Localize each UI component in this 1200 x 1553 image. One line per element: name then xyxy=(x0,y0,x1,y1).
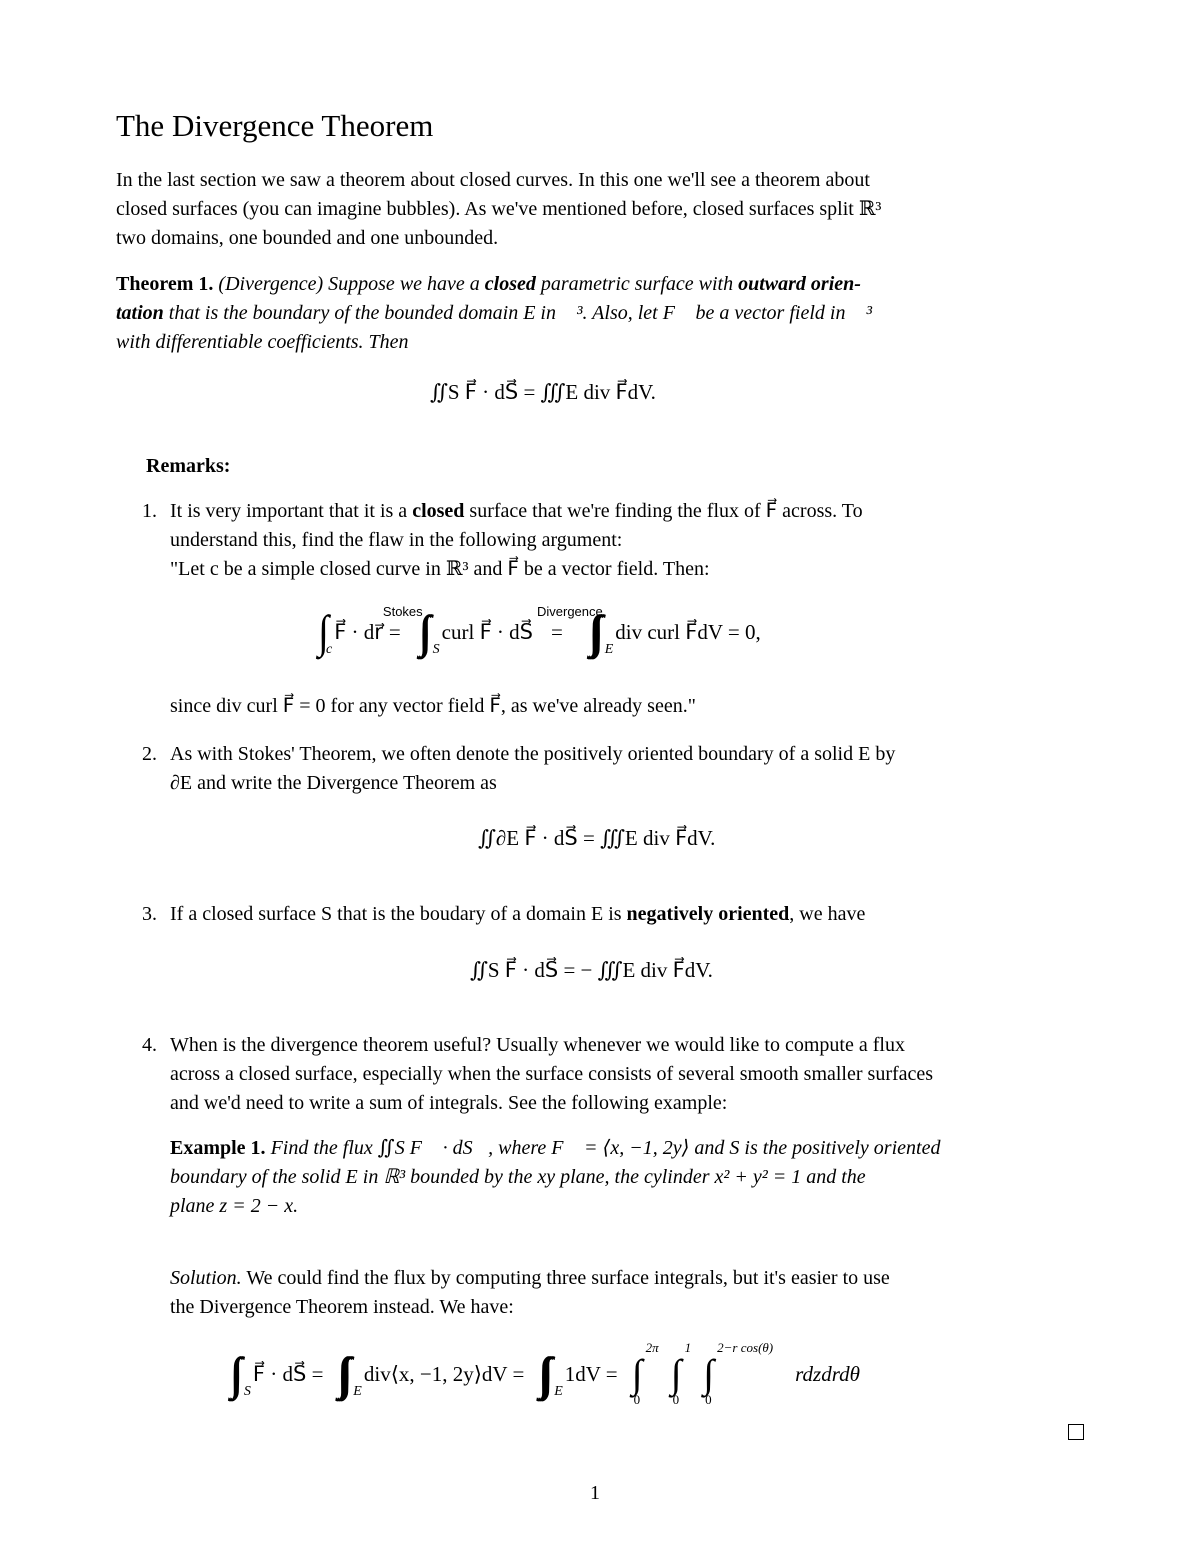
triple-integral-symbol: ∫∫∫ xyxy=(538,1347,545,1400)
remark-emphasis: negatively oriented xyxy=(626,903,790,925)
theorem-emphasis: tation xyxy=(116,302,164,324)
example-line: plane z = 2 − x. xyxy=(170,1195,299,1217)
upper-limit: 1 xyxy=(684,1340,692,1355)
subscript: E xyxy=(604,642,614,657)
integral-symbol: ∫ xyxy=(670,1351,682,1396)
solution-label: Solution. xyxy=(170,1267,242,1289)
intro-line: two domains, one bounded and one unbounded. xyxy=(116,227,499,249)
remark-line xyxy=(142,740,895,769)
theorem-block xyxy=(116,270,872,357)
remark-number: 4. xyxy=(142,1034,157,1056)
lower-limit: 0 xyxy=(705,1392,712,1407)
subscript: E xyxy=(353,1384,362,1399)
integral-limits xyxy=(632,1340,659,1408)
lower-limit: 0 xyxy=(672,1392,680,1407)
theorem-formula xyxy=(430,380,656,405)
triple-integral-symbol: ∫∫∫ xyxy=(588,605,595,658)
subscript: E xyxy=(554,1384,563,1399)
upper-limit: 2−r cos(θ) xyxy=(717,1340,774,1355)
integral-limits xyxy=(671,1340,692,1408)
remark-line: across a closed surface, especially when the surface consists of several smooth smaller surfaces xyxy=(170,1063,934,1085)
solution-text: We could find the flux by computing three surface integrals, but it's easier to use xyxy=(246,1267,890,1289)
theorem-line xyxy=(116,270,872,299)
formula-text: ∬∂E F⃗ · dS⃗ = ∭E div F⃗dV. xyxy=(478,826,716,850)
remark-text: , we have xyxy=(789,903,866,925)
integral-symbol: ∫ xyxy=(631,1351,643,1396)
formula-text: curl F⃗ · dS⃗ xyxy=(441,619,533,644)
intro-line: In the last section we saw a theorem about closed curves. In this one we'll see a theorem about xyxy=(116,169,870,191)
remark-line: and we'd need to write a sum of integrals. See the following example: xyxy=(170,1092,728,1114)
line-integral-symbol: ∫ xyxy=(318,605,320,658)
remark-number: 1. xyxy=(142,500,157,522)
remark-line: understand this, find the flaw in the following argument: xyxy=(170,529,623,551)
theorem-line xyxy=(116,299,872,328)
example-line xyxy=(170,1134,940,1163)
integrand: rdzdrdθ xyxy=(795,1361,860,1386)
remark-text: If a closed surface S that is the boudary of a domain E is xyxy=(170,903,622,925)
integral-symbol: ∫ xyxy=(703,1351,715,1396)
remark-text: surface that we're finding the flux of F⃗ across. To xyxy=(469,500,863,522)
theorem-text: parametric surface with xyxy=(540,273,734,295)
page-number: 1 xyxy=(590,1482,600,1504)
remark-text: It is very important that it is a xyxy=(170,500,408,522)
intro-line: closed surfaces (you can imagine bubbles). As we've mentioned before, closed surfaces split ℝ³ xyxy=(116,198,882,220)
remark-line: since div curl F⃗ = 0 for any vector field F⃗, as we've already seen." xyxy=(170,695,696,717)
solution-line: the Divergence Theorem instead. We have: xyxy=(170,1296,514,1318)
divergence-equals: Divergence = xyxy=(536,603,603,644)
remark-item xyxy=(142,740,895,798)
subscript: S xyxy=(432,642,440,657)
theorem-label: Theorem 1. xyxy=(116,273,214,295)
stokes-equals: Stokes = xyxy=(382,603,423,644)
formula-text: ∬S F⃗ · dS⃗ = ∭E div F⃗dV. xyxy=(430,380,656,404)
flawed-argument-formula xyxy=(318,603,761,658)
remark-text: When is the divergence theorem useful? Usually whenever we would like to compute a flux xyxy=(170,1034,905,1056)
solution-line xyxy=(170,1264,890,1293)
remark-number: 3. xyxy=(142,903,157,925)
formula-text: ∬S F⃗ · dS⃗ = − ∭E div F⃗dV. xyxy=(470,958,713,982)
remark-item xyxy=(142,900,865,929)
formula-text: F⃗ · dr⃗ xyxy=(334,619,383,644)
boundary-formula xyxy=(478,826,715,851)
divergence-label: Divergence xyxy=(536,603,603,619)
lower-limit: 0 xyxy=(633,1392,641,1407)
remarks-heading: Remarks: xyxy=(146,455,231,477)
remark-line xyxy=(142,497,863,526)
remark-line: ∂E and write the Divergence Theorem as xyxy=(170,772,497,794)
theorem-text: (Divergence) Suppose we have a xyxy=(218,273,480,295)
subscript: c xyxy=(325,642,333,657)
formula-text: 1dV = xyxy=(564,1361,618,1386)
qed-square-icon xyxy=(1068,1424,1084,1440)
upper-limit: 2π xyxy=(645,1340,659,1355)
remark-item xyxy=(142,497,863,584)
theorem-text: that is the boundary of the bounded domain E in ℝ³. Also, let F⃗ be a vector field in ℝ³ xyxy=(168,302,872,324)
page-title: The Divergence Theorem xyxy=(116,108,434,143)
remark-item xyxy=(142,1031,933,1118)
double-integral-symbol: ∫∫ xyxy=(230,1347,234,1400)
formula-text: div curl F⃗dV = 0, xyxy=(615,619,761,644)
formula-text: F⃗ · dS⃗ = xyxy=(252,1361,324,1386)
integral-limits xyxy=(703,1340,773,1408)
remark-text: As with Stokes' Theorem, we often denote the positively oriented boundary of a solid E by xyxy=(170,743,896,765)
stokes-label: Stokes xyxy=(382,603,423,619)
example-line: boundary of the solid E in ℝ³ bounded by the xy plane, the cylinder x² + y² = 1 and the xyxy=(170,1166,866,1188)
theorem-line: with differentiable coefficients. Then xyxy=(116,331,409,353)
example-text: Find the flux ∬S F⃗ · dS⃗, where F⃗ = ⟨x, −1, 2y⟩ and S is the positively oriented xyxy=(270,1137,941,1159)
theorem-emphasis: closed xyxy=(484,273,536,295)
subscript: S xyxy=(243,1384,251,1399)
intro-paragraph xyxy=(116,166,881,253)
negative-orientation-formula xyxy=(470,958,713,983)
theorem-emphasis: outward orien- xyxy=(738,273,861,295)
remark-line xyxy=(142,1031,933,1060)
triple-integral-symbol: ∫∫∫ xyxy=(337,1347,344,1400)
remark-line: "Let c be a simple closed curve in ℝ³ and F⃗ be a vector field. Then: xyxy=(170,558,710,580)
solution-formula xyxy=(230,1340,860,1408)
formula-text: div⟨x, −1, 2y⟩dV = xyxy=(363,1361,525,1386)
remark-emphasis: closed xyxy=(412,500,465,522)
example-label: Example 1. xyxy=(170,1137,266,1159)
remark-number: 2. xyxy=(142,743,157,765)
double-integral-symbol: ∫∫ xyxy=(418,605,423,658)
example-block xyxy=(170,1134,940,1221)
solution-block xyxy=(170,1264,890,1322)
